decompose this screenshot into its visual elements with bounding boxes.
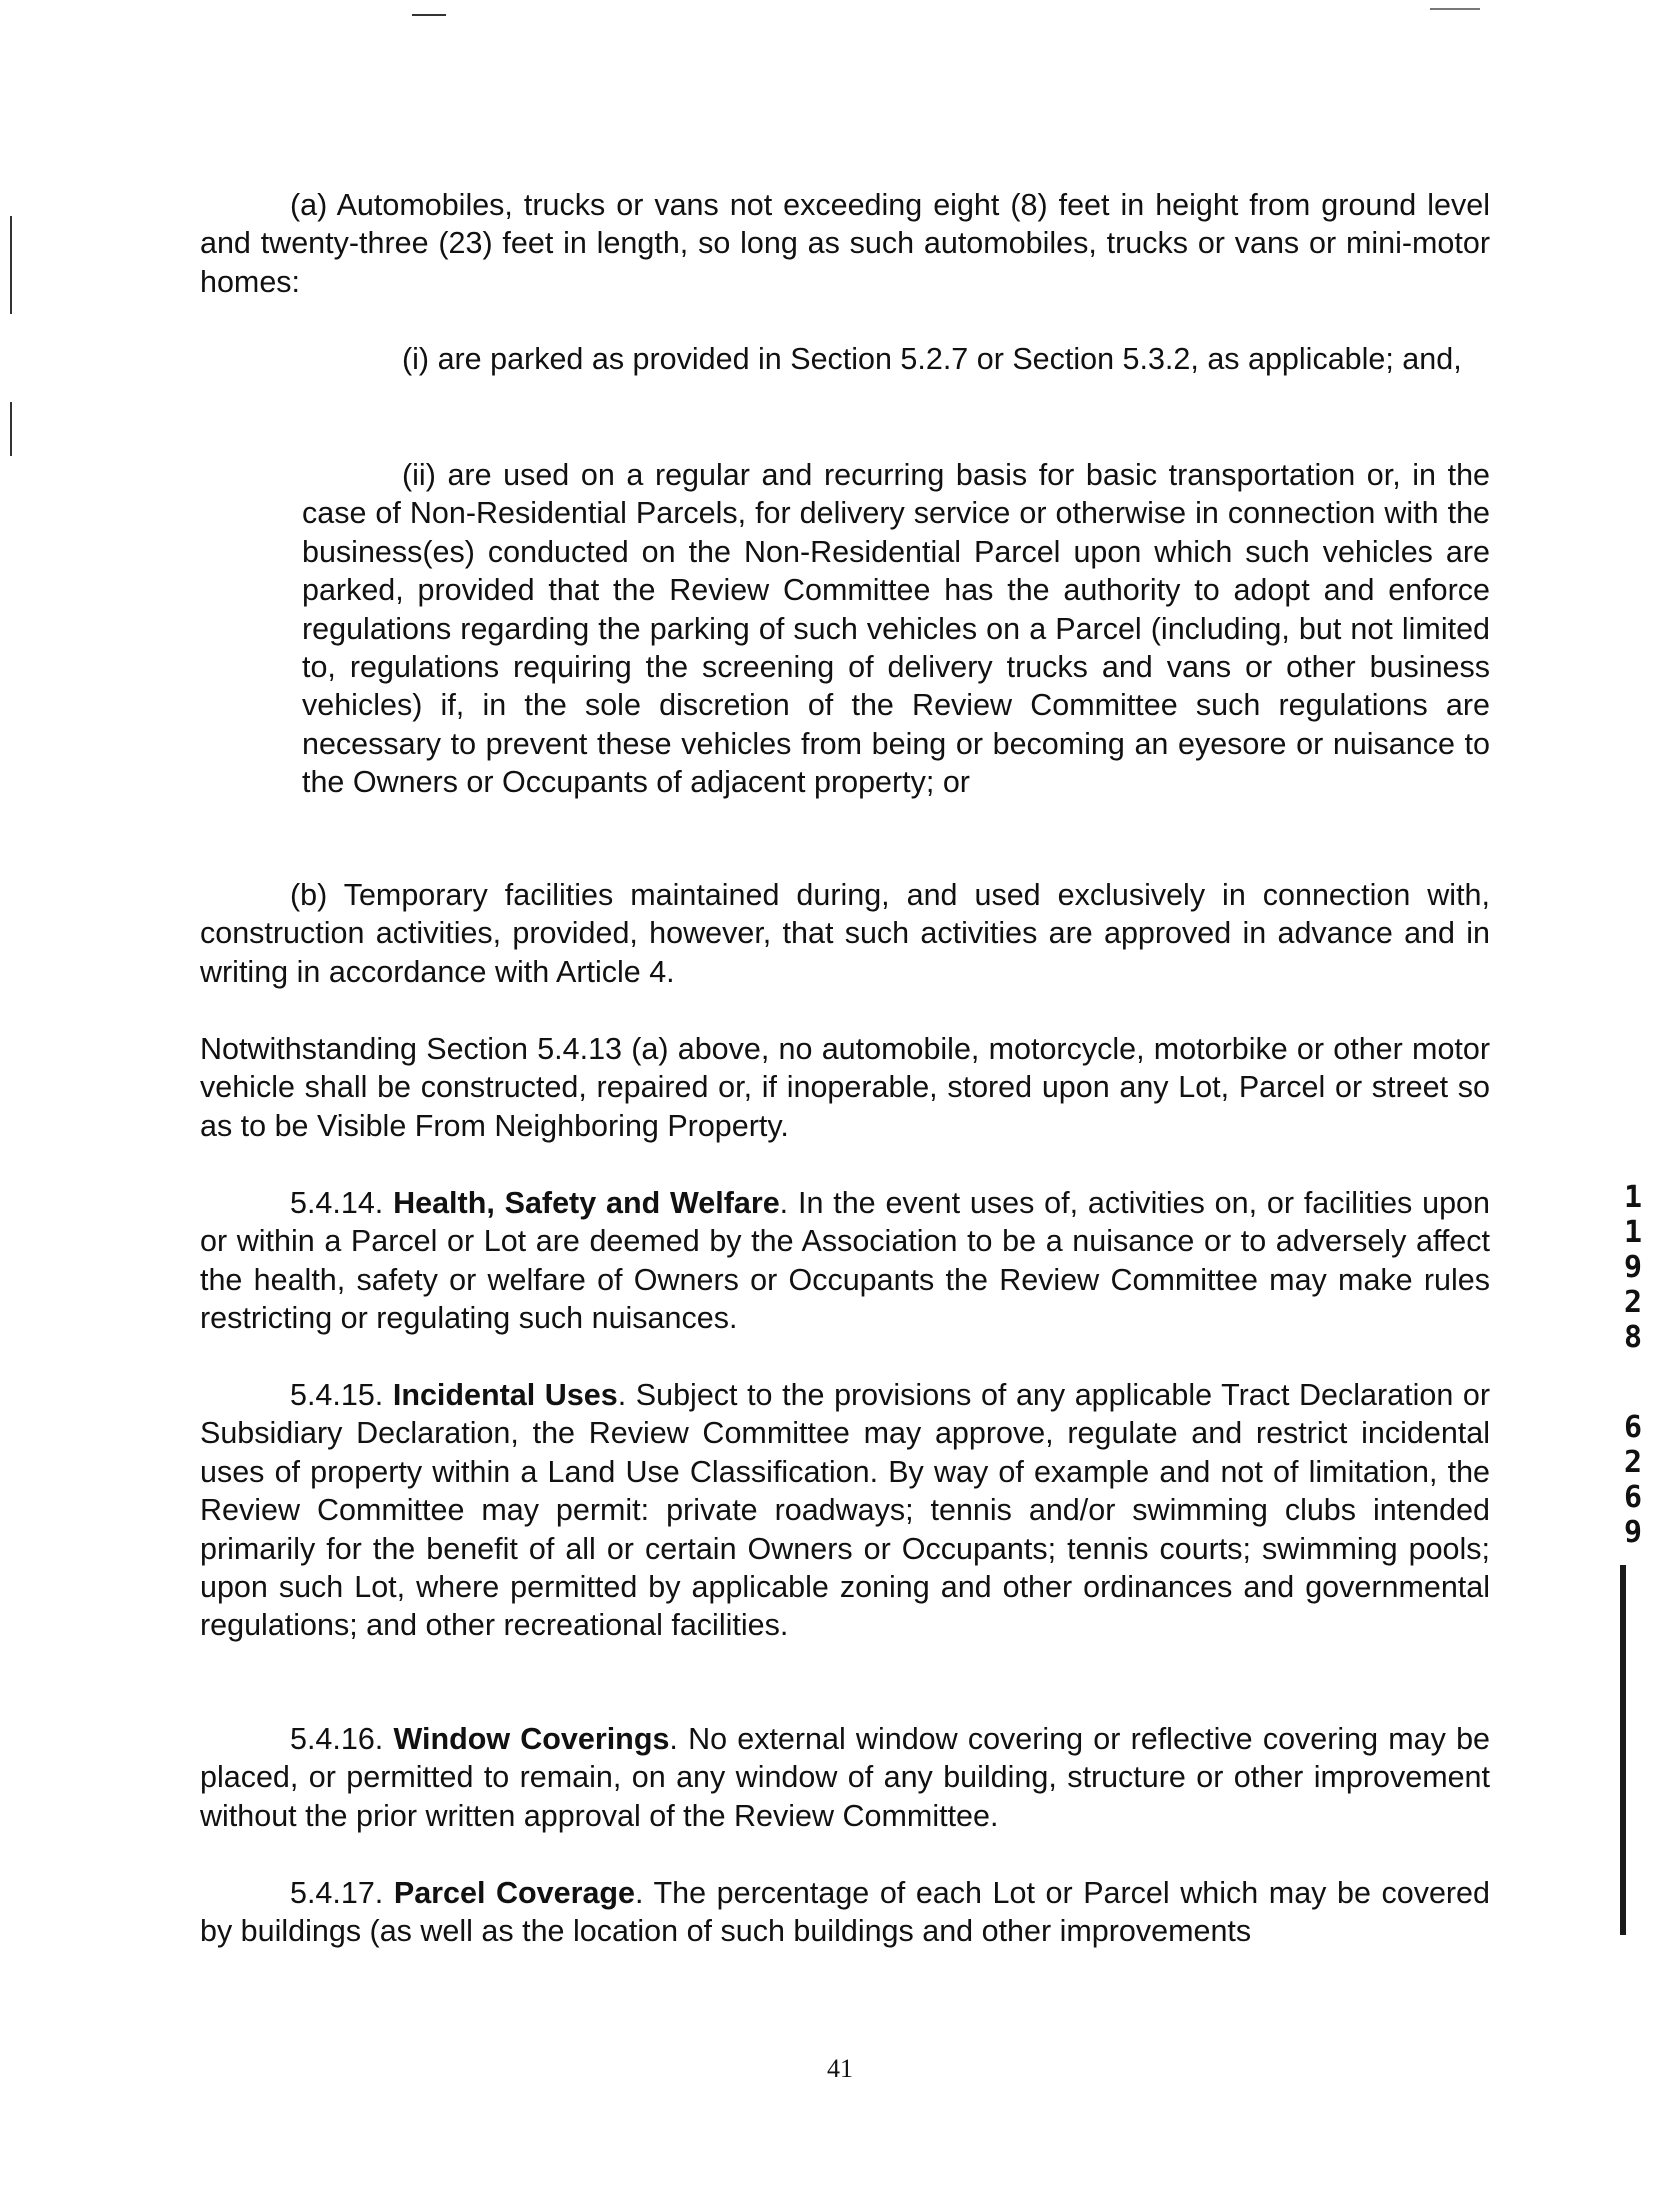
section-5-4-17 [200, 1874, 1490, 1951]
subclause-i-paragraph: (i) are parked as provided in Section 5.2.7 or Section 5.3.2, as applicable; and, [402, 342, 1462, 376]
scan-mark [10, 216, 12, 314]
subclause-ii-paragraph: (ii) are used on a regular and recurring basis for basic transportation or, in the case of Non-Residential Parcels, for delivery service or otherwise in connection with the business(es) conducted on the Non-Residential Parcel upon which such vehicles are parked, provided that the Review Committee has the authority to adopt and enforce regulations regarding the parking of such vehicles on a Parcel (including, but not limited to, regulations requiring the screening of delivery trucks and vans or other business vehicles) if, in the sole discretion of the Review Committee such regulations are necessary to prevent these vehicles from being or becoming an eyesore or nuisance to the Owners or Occupants of adjacent property; or [302, 458, 1490, 800]
scan-mark [1620, 1565, 1626, 1935]
recording-number-top: 11928 [1623, 1180, 1643, 1355]
section-number: 5.4.14. [290, 1186, 384, 1220]
notwithstanding-paragraph: Notwithstanding Section 5.4.13 (a) above, no automobile, motorcycle, motorbike or other motor vehicle shall be constructed, repaired or, if inoperable, stored upon any Lot, Parcel or street so as to be Visible From Neighboring Property. [200, 1032, 1490, 1143]
section-body: . Subject to the provisions of any applicable Tract Declaration or Subsidiary Declaration, the Review Committee may approve, regulate and restrict incidental uses of property within a Land Use Classification. By way of example and not of limitation, the Review Committee may permit: private roadways; tennis and/or swimming clubs intended primarily for the benefit of all or certain Owners or Occupants; tennis courts; swimming pools; upon such Lot, where permitted by applicable zoning and other ordinances and governmental regulations; and other recreational facilities. [200, 1378, 1490, 1643]
section-heading: Parcel Coverage [393, 1876, 636, 1910]
section-body: . In the event uses of, activities on, or facilities upon or within a Parcel or Lot are deemed by the Association to be a nuisance or to adversely affect the health, safety or welfare of Owners or Occupants the Review Committee may make rules restricting or regulating such nuisances. [200, 1186, 1490, 1336]
section-heading: Window Coverings [393, 1722, 670, 1756]
section-number: 5.4.17. [290, 1876, 384, 1910]
section-5-4-16 [200, 1720, 1490, 1835]
scan-mark [10, 402, 12, 456]
scan-mark [412, 14, 446, 16]
section-number: 5.4.16. [290, 1722, 384, 1756]
section-body: . The percentage of each Lot or Parcel which may be covered by buildings (as well as the location of such buildings and other improvements [200, 1876, 1490, 1949]
page-number: 41 [827, 2054, 853, 2083]
section-heading: Incidental Uses [392, 1378, 618, 1412]
recording-number-bottom: 6269 [1623, 1410, 1643, 1550]
clause-a-paragraph: (a) Automobiles, trucks or vans not exceeding eight (8) feet in height from ground level and twenty-three (23) feet in length, so long as such automobiles, trucks or vans or mini-motor homes: [200, 188, 1490, 299]
scan-mark [1430, 8, 1480, 10]
section-5-4-15 [200, 1376, 1490, 1645]
section-heading: Health, Safety and Welfare [393, 1186, 780, 1220]
section-5-4-14 [200, 1184, 1490, 1338]
section-number: 5.4.15. [290, 1378, 384, 1412]
clause-b-paragraph: (b) Temporary facilities maintained during, and used exclusively in connection with, construction activities, provided, however, that such activities are approved in advance and in writing in accordance with Article 4. [200, 878, 1490, 989]
section-body: . No external window covering or reflective covering may be placed, or permitted to remain, on any window of any building, structure or other improvement without the prior written approval of the Review Committee. [200, 1722, 1491, 1833]
